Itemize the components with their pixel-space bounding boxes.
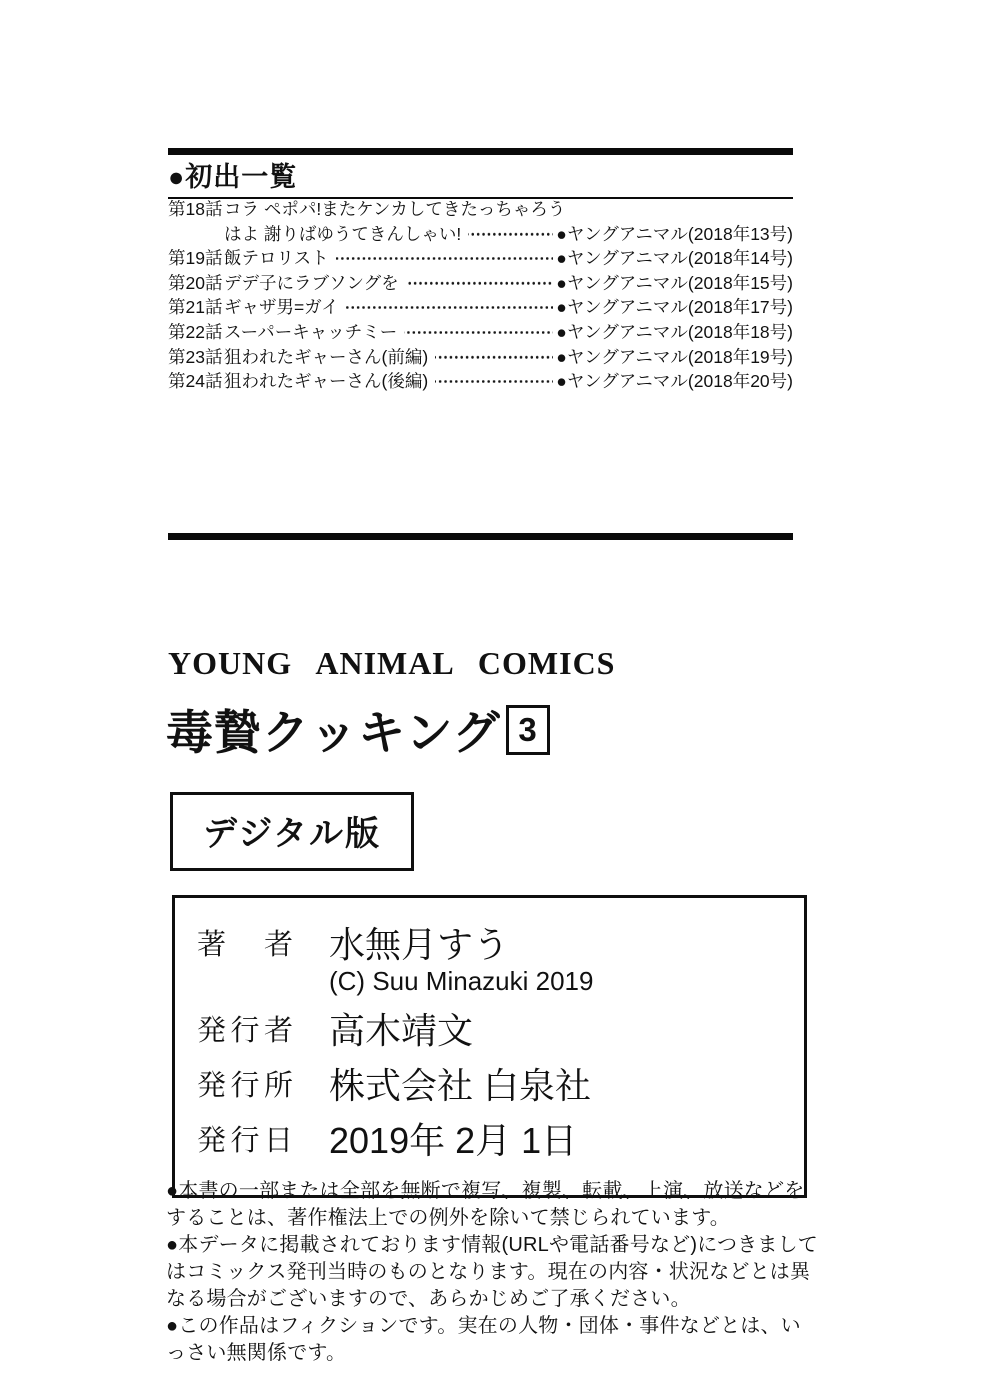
chapter-number: 第19話: [168, 248, 223, 269]
imprint-name: YOUNG ANIMAL COMICS: [168, 645, 616, 681]
publisher-person-label: 発行者: [197, 1015, 293, 1047]
legal-notices: [166, 1178, 818, 1367]
chapter-title: スーパーキャッチミー: [224, 321, 398, 342]
author-label: 著者: [197, 929, 293, 961]
publication-info: ●ヤングアニマル(2018年19号): [556, 346, 793, 367]
chapter-title: デデ子にラブソングを: [224, 272, 399, 293]
notice-reproduction: ●本書の一部または全部を無断で複写、複製、転載、上演、放送などをすることは、著作権法上での例外を除いて禁じられています。: [166, 1180, 805, 1229]
chapter-row-18-line1: [168, 197, 793, 222]
author-name: 水無月すう: [329, 924, 510, 965]
dot-leader: [346, 295, 554, 320]
chapter-row-22: [168, 320, 793, 345]
publication-info: ●ヤングアニマル(2018年14号): [556, 248, 793, 269]
digital-edition-badge: [170, 792, 414, 871]
dot-leader: [406, 271, 554, 296]
dot-leader: [435, 345, 553, 370]
chapter-number: 第21話: [168, 297, 223, 318]
section-closing-bar: [168, 533, 793, 540]
chapter-title: コラ ペポパ!またケンカしてきたっちゃろう: [224, 199, 566, 219]
chapter-row-24: [168, 369, 793, 394]
digital-edition-label: デジタル版: [203, 815, 381, 853]
chapter-row-23: [168, 345, 793, 370]
dot-leader: [468, 222, 553, 247]
notice-fiction-disclaimer: ●この作品はフィクションです。実在の人物・団体・事件などとは、いっさい無関係です。: [166, 1315, 801, 1364]
colophon-box: [172, 895, 807, 1198]
chapter-number: 第24話: [168, 371, 223, 392]
publication-info: ●ヤングアニマル(2018年18号): [556, 321, 793, 342]
publication-date-value: 2019年 2月 1日: [329, 1120, 578, 1161]
dot-leader: [435, 369, 553, 394]
chapter-number: 第22話: [168, 321, 223, 342]
colophon-row-author: [197, 924, 804, 997]
chapter-title: 狙われたギャーさん(後編): [224, 371, 429, 392]
publishing-house-label: 発行所: [197, 1070, 293, 1102]
chapter-title: 飯テロリスト: [224, 248, 329, 269]
copyright-line: (C) Suu Minazuki 2019: [329, 966, 594, 996]
first-publication-heading: ●初出一覧: [168, 155, 793, 199]
publication-date-label: 発行日: [197, 1125, 293, 1157]
chapter-row-20: [168, 271, 793, 296]
publication-info: ●ヤングアニマル(2018年17号): [556, 297, 793, 318]
colophon-row-publication-date: [197, 1120, 804, 1162]
publication-info: ●ヤングアニマル(2018年20号): [556, 371, 793, 392]
colophon-row-publishing-house: [197, 1065, 804, 1107]
chapter-title: 狙われたギャーさん(前編): [224, 346, 429, 367]
publication-info: ●ヤングアニマル(2018年15号): [556, 272, 793, 293]
top-rule-bar: [168, 148, 793, 155]
author-value-block: [329, 924, 593, 997]
book-title: 毒贄クッキング: [166, 706, 501, 759]
volume-number-badge: 3: [506, 705, 550, 755]
dot-leader: [404, 320, 553, 345]
chapter-list: [168, 197, 793, 394]
publication-info: ●ヤングアニマル(2018年13号): [556, 223, 793, 244]
publishing-house-name: 株式会社 白泉社: [329, 1065, 592, 1106]
book-title-row: [166, 696, 550, 763]
chapter-row-18-line2: [168, 222, 793, 247]
chapter-number: 第23話: [168, 346, 223, 367]
chapter-number: 第18話: [168, 199, 223, 219]
dot-leader: [336, 246, 554, 271]
notice-data-currency: ●本データに掲載されております情報(URLや電話番号など)につきましてはコミックス発刊当時のものとなります。現在の内容・状況などとは異なる場合がございますので、あらかじめご了承ください。: [166, 1234, 819, 1310]
chapter-title: ギャザ男=ガイ: [224, 297, 339, 318]
chapter-row-21: [168, 295, 793, 320]
chapter-row-19: [168, 246, 793, 271]
colophon-row-publisher-person: [197, 1010, 804, 1052]
publisher-person-name: 高木靖文: [329, 1010, 474, 1051]
chapter-subtitle: はよ 謝りばゆうてきんしゃい!: [224, 223, 462, 244]
chapter-number: 第20話: [168, 272, 223, 293]
